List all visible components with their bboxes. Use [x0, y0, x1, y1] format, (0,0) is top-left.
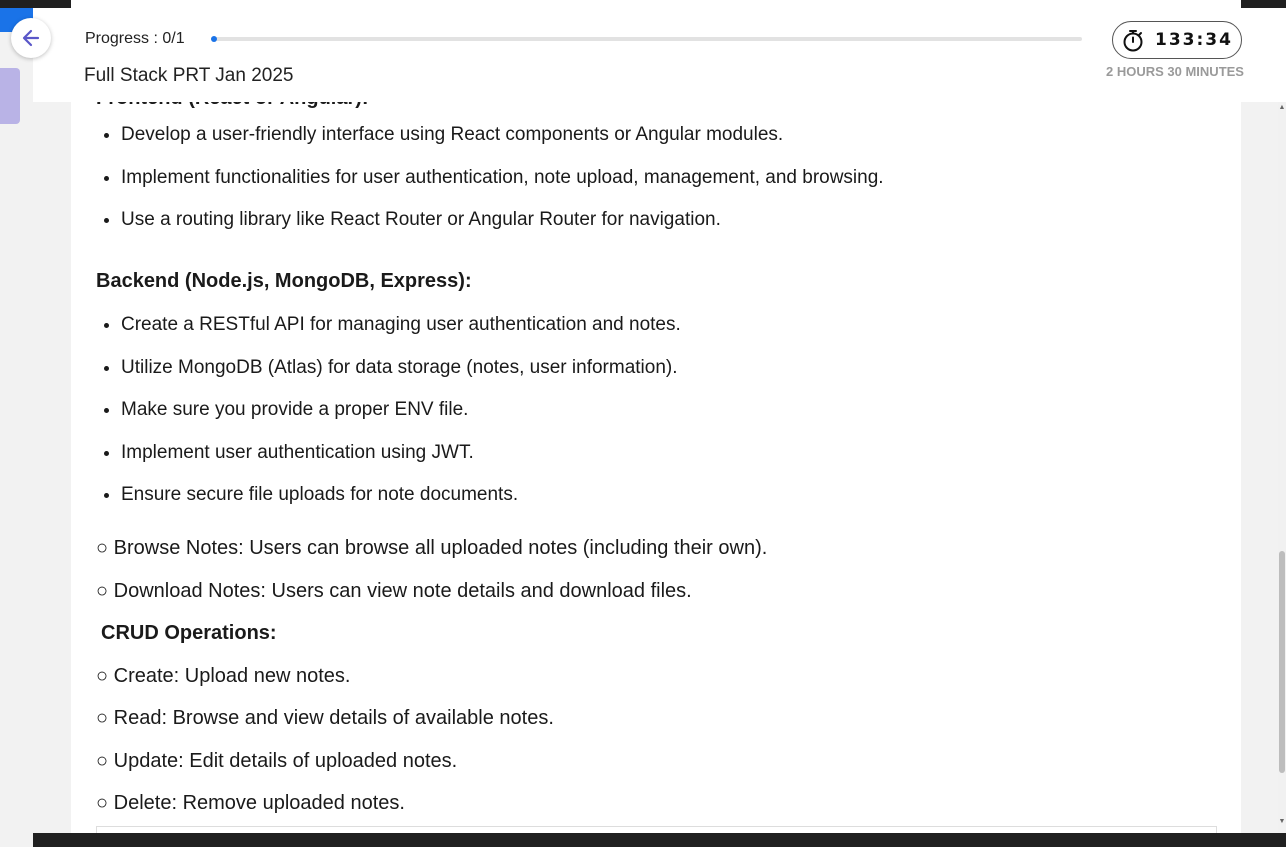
scroll-up-icon[interactable]: ▲ [1278, 104, 1286, 111]
list-item: • Make sure you provide a proper ENV file. [121, 396, 681, 439]
backend-list [96, 311, 681, 524]
list-item: • Implement user authentication using JWT. [121, 439, 681, 482]
side-panel-tab[interactable] [0, 68, 20, 124]
backend-heading: Backend (Node.js, MongoDB, Express): [96, 270, 472, 292]
arrow-left-icon [21, 28, 41, 48]
stopwatch-icon [1121, 28, 1145, 52]
window-bottom-bar [33, 833, 1286, 847]
test-header [33, 8, 1286, 102]
crud-delete-line: ○ Delete: Remove uploaded notes. [96, 792, 405, 814]
back-button[interactable] [11, 18, 51, 58]
timer-value: 133:34 [1155, 30, 1233, 50]
list-item: • Implement functionalities for user authentication, note upload, management, and browsing. [121, 164, 884, 207]
content-scrollbar[interactable] [1278, 102, 1286, 833]
crud-create-line: ○ Create: Upload new notes. [96, 665, 351, 687]
question-content [71, 0, 1241, 833]
scrollbar-thumb[interactable] [1279, 551, 1285, 773]
frontend-list [96, 121, 884, 249]
browse-notes-line: ○ Browse Notes: Users can browse all uploaded notes (including their own). [96, 537, 768, 559]
progress-label: Progress : 0/1 [85, 30, 185, 47]
crud-heading: CRUD Operations: [101, 622, 277, 644]
answer-box[interactable] [96, 826, 1217, 833]
download-notes-line: ○ Download Notes: Users can view note details and download files. [96, 580, 692, 602]
list-item: • Ensure secure file uploads for note documents. [121, 481, 681, 524]
test-duration: 2 HOURS 30 MINUTES [1106, 64, 1244, 79]
list-item: • Utilize MongoDB (Atlas) for data storage (notes, user information). [121, 354, 681, 397]
list-item: • Use a routing library like React Router or Angular Router for navigation. [121, 206, 884, 249]
progress-bar-fill [211, 36, 217, 42]
course-title: Full Stack PRT Jan 2025 [84, 65, 294, 86]
list-item: • Develop a user-friendly interface using React components or Angular modules. [121, 121, 884, 164]
scroll-down-icon[interactable]: ▼ [1278, 818, 1286, 825]
list-item: • Create a RESTful API for managing user authentication and notes. [121, 311, 681, 354]
progress-bar [211, 37, 1082, 41]
crud-read-line: ○ Read: Browse and view details of available notes. [96, 707, 554, 729]
crud-update-line: ○ Update: Edit details of uploaded notes. [96, 750, 458, 772]
countdown-timer [1112, 21, 1242, 59]
